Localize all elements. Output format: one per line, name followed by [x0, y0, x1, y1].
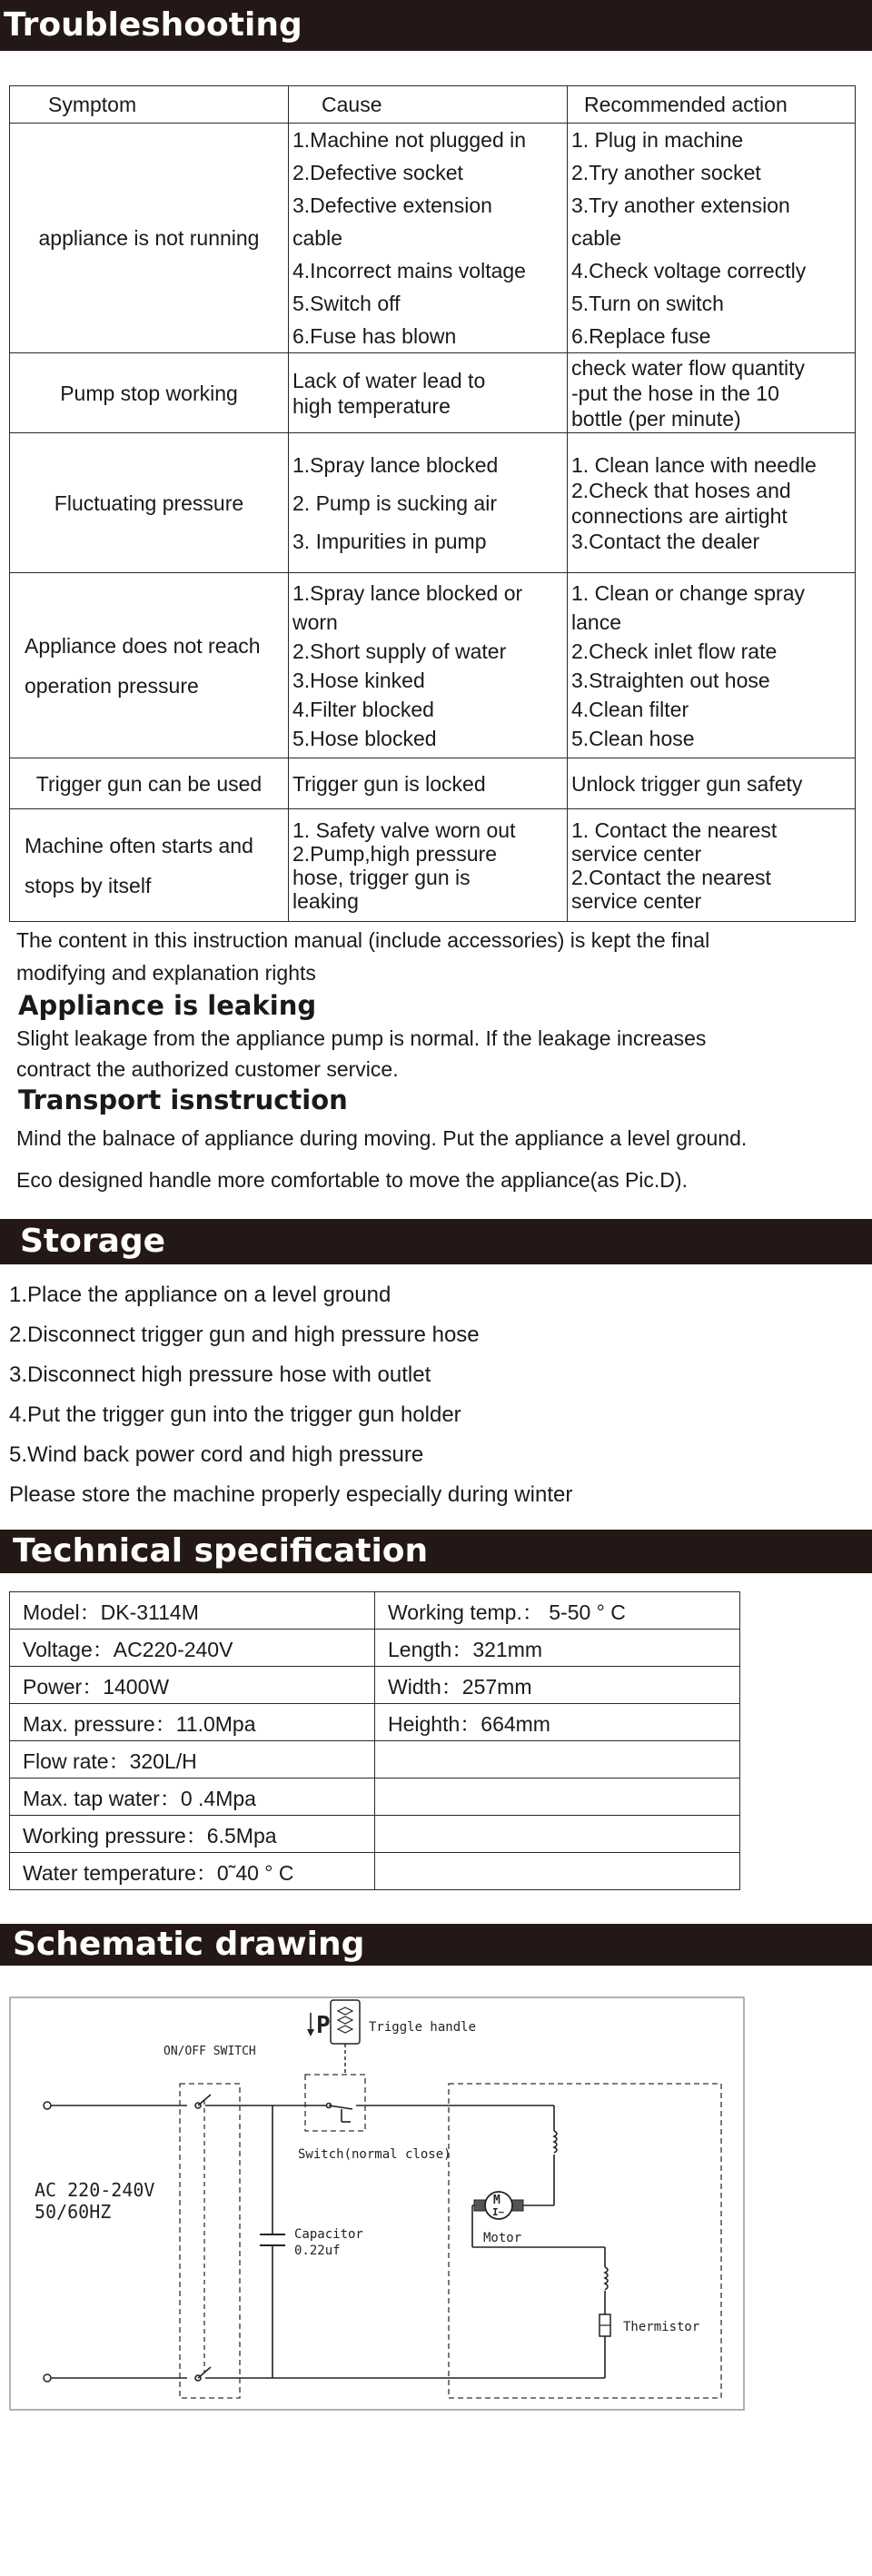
action-line: cable: [571, 226, 621, 250]
cause-line: 4.Filter blocked: [292, 697, 434, 721]
action-line: service center: [571, 888, 702, 913]
onoff-switch-box: [180, 2084, 240, 2398]
table-row: [10, 1630, 740, 1667]
symptom-cell: Trigger gun can be used: [10, 758, 289, 809]
terminal-icon: [44, 2102, 51, 2109]
action-cell: [568, 433, 856, 573]
leaking-line: Slight leakage from the appliance pump is normal. If the leakage increases: [16, 1026, 707, 1050]
leaking-title: Appliance is leaking: [18, 990, 317, 1021]
action-line: service center: [571, 841, 702, 866]
action-cell: [568, 573, 856, 758]
action-line: 3.Straighten out hose: [571, 668, 770, 692]
troubleshooting-table: [9, 85, 856, 922]
spec-cell: Width：257mm: [375, 1667, 740, 1704]
list-item: 1.Place the appliance on a level ground: [9, 1283, 391, 1307]
action-line: connections are airtight: [571, 503, 788, 528]
cause-line: hose, trigger gun is: [292, 865, 471, 889]
trigger-handle-icon: [307, 2000, 360, 2075]
troubleshooting-title: Troubleshooting: [4, 6, 302, 44]
spec-cell: Heighth：664mm: [375, 1704, 740, 1741]
action-line: lance: [571, 609, 621, 634]
symptom-line: Appliance does not reach: [25, 633, 261, 658]
switch-label: Switch(normal close): [298, 2147, 451, 2162]
leaking-line: contract the authorized customer service.: [16, 1057, 399, 1081]
capacitor-value-label: 0.22uf: [294, 2244, 341, 2258]
transport-line: Eco designed handle more comfortable to move the appliance(as Pic.D).: [16, 1168, 688, 1192]
table-row: [10, 1592, 740, 1630]
schematic-diagram: [9, 1996, 745, 2411]
action-line: 4.Check voltage correctly: [571, 259, 807, 282]
storage-title: Storage: [20, 1223, 166, 1260]
action-line: 1. Clean lance with needle: [571, 452, 817, 477]
cause-line: 2. Pump is sucking air: [292, 490, 497, 515]
action-line: 1. Plug in machine: [571, 128, 744, 152]
symptom-cell: Pump stop working: [10, 353, 289, 433]
action-line: -put the hose in the 10: [571, 381, 779, 405]
list-item: 3.Disconnect high pressure hose with outlet: [9, 1362, 431, 1387]
action-line: bottle (per minute): [571, 406, 741, 431]
action-line: 5.Clean hose: [571, 726, 695, 750]
cause-line: 2.Defective socket: [292, 161, 463, 184]
table-row: [10, 433, 856, 573]
spec-cell: Model：DK-3114M: [10, 1592, 375, 1630]
spec-cell: Max. pressure：11.0Mpa: [10, 1704, 375, 1741]
spec-cell: [375, 1741, 740, 1778]
storage-header: [0, 1219, 872, 1264]
motor-m-label: M: [493, 2194, 500, 2207]
motor-label: Motor: [483, 2231, 522, 2245]
content-note-line: modifying and explanation rights: [16, 961, 316, 985]
spec-cell: Working pressure：6.5Mpa: [10, 1816, 375, 1853]
motor-tilde-label: I~: [492, 2206, 505, 2218]
action-line: Unlock trigger gun safety: [571, 771, 803, 796]
action-line: check water flow quantity: [571, 355, 805, 380]
capacitor-label: Capacitor: [294, 2227, 363, 2242]
cause-line: 5.Switch off: [292, 292, 401, 315]
cause-cell: [289, 809, 568, 922]
schematic-title: Schematic drawing: [13, 1926, 365, 1963]
coil-icon: [554, 2131, 557, 2153]
table-row: [10, 758, 856, 809]
spec-cell: Working temp.： 5-50 ° C: [375, 1592, 740, 1630]
cause-line: 6.Fuse has blown: [292, 324, 457, 348]
cause-line: 1.Spray lance blocked: [292, 452, 499, 477]
coil-icon: [605, 2267, 608, 2290]
table-row: [10, 573, 856, 758]
thermistor-icon: [600, 2314, 610, 2336]
cause-line: leaking: [292, 888, 359, 913]
symptom-cell: appliance is not running: [10, 124, 289, 353]
diagram-border: [10, 1997, 744, 2410]
action-line: 1. Clean or change spray: [571, 580, 805, 605]
symptom-line: stops by itself: [25, 873, 152, 897]
action-line: 5.Turn on switch: [571, 292, 724, 315]
p-label: P: [316, 2012, 331, 2039]
cause-header: Cause: [289, 86, 568, 124]
cause-line: Trigger gun is locked: [292, 771, 486, 796]
action-line: 1. Contact the nearest: [571, 817, 778, 842]
action-line: 3.Try another extension: [571, 193, 790, 217]
table-row: [10, 1853, 740, 1890]
onoff-switch-icon: [195, 2095, 211, 2381]
list-item: 5.Wind back power cord and high pressure: [9, 1442, 424, 1467]
spec-cell: Length：321mm: [375, 1630, 740, 1667]
table-row: [10, 1816, 740, 1853]
cause-cell: [289, 124, 568, 353]
transport-line: Mind the balnace of appliance during moving. Put the appliance a level ground.: [16, 1126, 748, 1150]
terminal-icon: [44, 2374, 51, 2382]
symptom-cell: Fluctuating pressure: [10, 433, 289, 573]
wires: [49, 2105, 605, 2378]
action-cell: [568, 124, 856, 353]
cause-line: 3.Hose kinked: [292, 668, 425, 692]
action-line: 2.Contact the nearest: [571, 865, 771, 889]
cause-cell: [289, 573, 568, 758]
schematic-header: [0, 1924, 872, 1966]
table-row: [10, 124, 856, 353]
spec-cell: [375, 1816, 740, 1853]
symptom-line: operation pressure: [25, 673, 199, 698]
table-row: [10, 353, 856, 433]
cause-line: 2.Pump,high pressure: [292, 841, 498, 866]
storage-list: [9, 1275, 572, 1515]
spec-cell: Max. tap water：0 .4Mpa: [10, 1778, 375, 1816]
cause-line: 3.Defective extension: [292, 193, 492, 217]
cause-line: 1.Machine not plugged in: [292, 128, 527, 152]
symptom-cell: [10, 573, 289, 758]
table-row: [10, 1704, 740, 1741]
cause-line: 4.Incorrect mains voltage: [292, 259, 526, 282]
cause-cell: [289, 353, 568, 433]
cause-line: 1.Spray lance blocked or: [292, 580, 523, 605]
content-note-line: The content in this instruction manual (include accessories) is kept the final: [16, 928, 710, 952]
technical-title: Technical specification: [13, 1532, 429, 1570]
cause-line: 5.Hose blocked: [292, 726, 437, 750]
cause-cell: [289, 433, 568, 573]
cause-line: cable: [292, 226, 342, 250]
action-cell: [568, 353, 856, 433]
spec-cell: Voltage：AC220-240V: [10, 1630, 375, 1667]
symptom-line: Machine often starts and: [25, 833, 253, 857]
action-line: 6.Replace fuse: [571, 324, 711, 348]
action-line: 2.Check that hoses and: [571, 478, 791, 502]
cause-line: 1. Safety valve worn out: [292, 817, 516, 842]
symptom-cell: [10, 809, 289, 922]
table-row: [10, 1741, 740, 1778]
action-cell: [568, 809, 856, 922]
triggle-handle-label: Triggle handle: [369, 2020, 477, 2035]
symptom-header: Symptom: [10, 86, 289, 124]
troubleshooting-header: [0, 0, 872, 51]
thermistor-label: Thermistor: [623, 2320, 700, 2334]
troubleshooting-header-row: [10, 86, 856, 124]
cause-line: 3. Impurities in pump: [292, 529, 487, 553]
list-item: 2.Disconnect trigger gun and high pressure hose: [9, 1323, 480, 1347]
table-row: [10, 1667, 740, 1704]
cause-line: 2.Short supply of water: [292, 639, 507, 663]
ac-voltage-label: AC 220-240V: [35, 2179, 155, 2201]
action-line: 4.Clean filter: [571, 697, 689, 721]
action-line: 2.Try another socket: [571, 161, 761, 184]
switch-box: [305, 2075, 365, 2131]
action-line: 2.Check inlet flow rate: [571, 639, 778, 663]
list-item: 4.Put the trigger gun into the trigger gun holder: [9, 1402, 461, 1427]
table-row: [10, 1778, 740, 1816]
cause-line: Lack of water lead to: [292, 368, 486, 392]
spec-cell: [375, 1853, 740, 1890]
cause-line: worn: [292, 609, 338, 634]
table-row: [10, 809, 856, 922]
spec-cell: Power：1400W: [10, 1667, 375, 1704]
action-header: Recommended action: [568, 86, 856, 124]
cause-line: high temperature: [292, 393, 451, 418]
technical-header: [0, 1530, 872, 1573]
transport-title: Transport isnstruction: [18, 1085, 348, 1115]
capacitor-icon: [260, 2234, 285, 2245]
onoff-switch-label: ON/OFF SWITCH: [164, 2045, 256, 2058]
normal-close-switch-icon: [327, 2104, 353, 2123]
spec-cell: Water temperature：0˜40 ° C: [10, 1853, 375, 1890]
ac-frequency-label: 50/60HZ: [35, 2201, 112, 2223]
spec-cell: [375, 1778, 740, 1816]
spec-cell: Flow rate：320L/H: [10, 1741, 375, 1778]
action-cell: [568, 758, 856, 809]
spec-table: [9, 1591, 740, 1890]
list-item: Please store the machine properly especially during winter: [9, 1482, 573, 1507]
action-line: 3.Contact the dealer: [571, 529, 760, 553]
cause-cell: [289, 758, 568, 809]
